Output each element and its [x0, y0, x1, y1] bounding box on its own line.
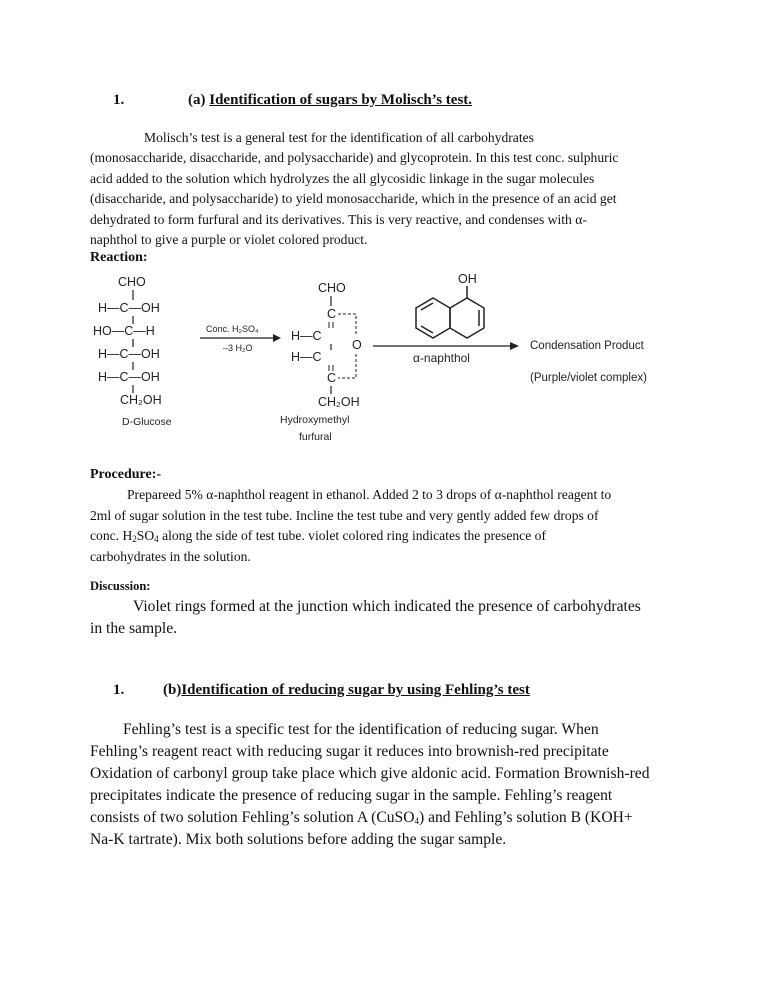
- glucose-row-1: H—C—OH: [98, 301, 160, 315]
- fehling-line-5-sub: 4: [414, 816, 419, 826]
- intro-line-2: acid added to the solution which hydrolyzes the all glycosidic linkage in the sugar molecules: [90, 170, 595, 186]
- procedure-line-3-post: along the side of test tube. violet colored ring indicates the presence of: [158, 528, 546, 543]
- arrow1-bottom-label: –3 H₂O: [223, 343, 253, 353]
- discussion-label: Discussion:: [90, 579, 151, 593]
- glucose-name: D-Glucose: [122, 416, 172, 428]
- reaction-scheme: [88, 270, 688, 460]
- glucose-cho: CHO: [118, 275, 146, 289]
- hmf-ch2oh: CH₂OH: [318, 395, 360, 409]
- procedure-label: Procedure:-: [90, 467, 162, 482]
- glucose-row-3: H—C—OH: [98, 347, 160, 361]
- fehling-line-5-pre: consists of two solution Fehling’s solution A (CuSO: [90, 809, 415, 826]
- fehling-line-1: Fehling’s test is a specific test for the identification of reducing sugar. When: [123, 721, 599, 738]
- fehling-line-5-post: ) and Fehling’s solution B (KOH+: [418, 809, 633, 826]
- procedure-line-4: carbohydrates in the solution.: [90, 548, 251, 564]
- hmf-c1: C: [327, 307, 337, 321]
- hmf-name-line2: furfural: [299, 431, 332, 443]
- intro-line-3: (disaccharide, and polysaccharide) to yield monosaccharide, which in the presence of an acid get: [90, 191, 617, 206]
- discussion-line-1: Violet rings formed at the junction which indicated the presence of carbohydrates: [133, 598, 641, 615]
- hmf-h-c-2: H—C: [291, 350, 322, 364]
- section-a-title: Identification of sugars by Molisch’s test.: [209, 92, 473, 108]
- procedure-sub-1: 2: [132, 534, 137, 544]
- product-label: Condensation Product: [530, 340, 644, 352]
- product-note: (Purple/violet complex): [530, 372, 647, 384]
- section-a-heading: [188, 92, 472, 109]
- intro-first-line: Molisch’s test is a general test for the identification of all carbohydrates: [144, 130, 534, 145]
- naphthol-oh: OH: [458, 272, 477, 286]
- hmf-h-c-1: H—C: [291, 329, 322, 343]
- fehling-line-2: Fehling’s reagent react with reducing sugar it reduces into brownish-red precipitate: [90, 743, 609, 760]
- intro-line-5: naphthol to give a purple or violet colored product.: [90, 232, 368, 247]
- procedure-line-3-mid: SO: [136, 528, 155, 543]
- hmf-cho: CHO: [318, 281, 346, 295]
- procedure-line-1: Prepareed 5% α-naphthol reagent in ethanol. Added 2 to 3 drops of α-naphthol reagent to: [127, 487, 612, 502]
- hmf-c2: C: [327, 371, 337, 385]
- section-b-title: Identification of reducing sugar by using Fehling’s test: [181, 682, 530, 698]
- discussion-line-2: in the sample.: [90, 620, 178, 637]
- reaction-label: Reaction:: [90, 250, 148, 265]
- fehling-line-6: Na-K tartrate). Mix both solutions before adding the sugar sample.: [90, 831, 507, 848]
- procedure-line-2: 2ml of sugar solution in the test tube. Incline the test tube and very gently added few drops of: [90, 507, 599, 523]
- naphthalene-ring-icon: [416, 286, 484, 338]
- glucose-row-2: HO—C—H: [93, 324, 155, 338]
- section-b-number: 1.: [113, 682, 125, 698]
- procedure-sub-2: 4: [154, 534, 159, 544]
- naphthol-label: α-naphthol: [413, 351, 470, 365]
- section-a-prefix: (a): [188, 92, 206, 108]
- glucose-row-4: H—C—OH: [98, 370, 160, 384]
- hmf-ring-o: O: [352, 338, 362, 352]
- arrow1-top-label: Conc. H₂SO₄: [206, 324, 259, 334]
- section-b-heading: [163, 682, 530, 699]
- procedure-line-3-pre: conc. H: [90, 528, 133, 543]
- intro-line-4: dehydrated to form furfural and its derivatives. This is very reactive, and condenses with α-: [90, 211, 587, 227]
- fehling-line-4: precipitates indicate the presence of reducing sugar in the sample. Fehling’s reagent: [90, 787, 613, 804]
- section-a-number: 1.: [113, 92, 125, 108]
- hmf-name-line1: Hydroxymethyl: [280, 414, 350, 426]
- section-b-prefix: (b): [163, 682, 182, 698]
- glucose-ch2oh: CH₂OH: [120, 393, 162, 407]
- intro-line-1: (monosaccharide, disaccharide, and polysaccharide) and glycoprotein. In this test conc. sulphuric: [90, 150, 619, 165]
- fehling-line-3: Oxidation of carbonyl group take place which give aldonic acid. Formation Brownish-red: [90, 765, 650, 782]
